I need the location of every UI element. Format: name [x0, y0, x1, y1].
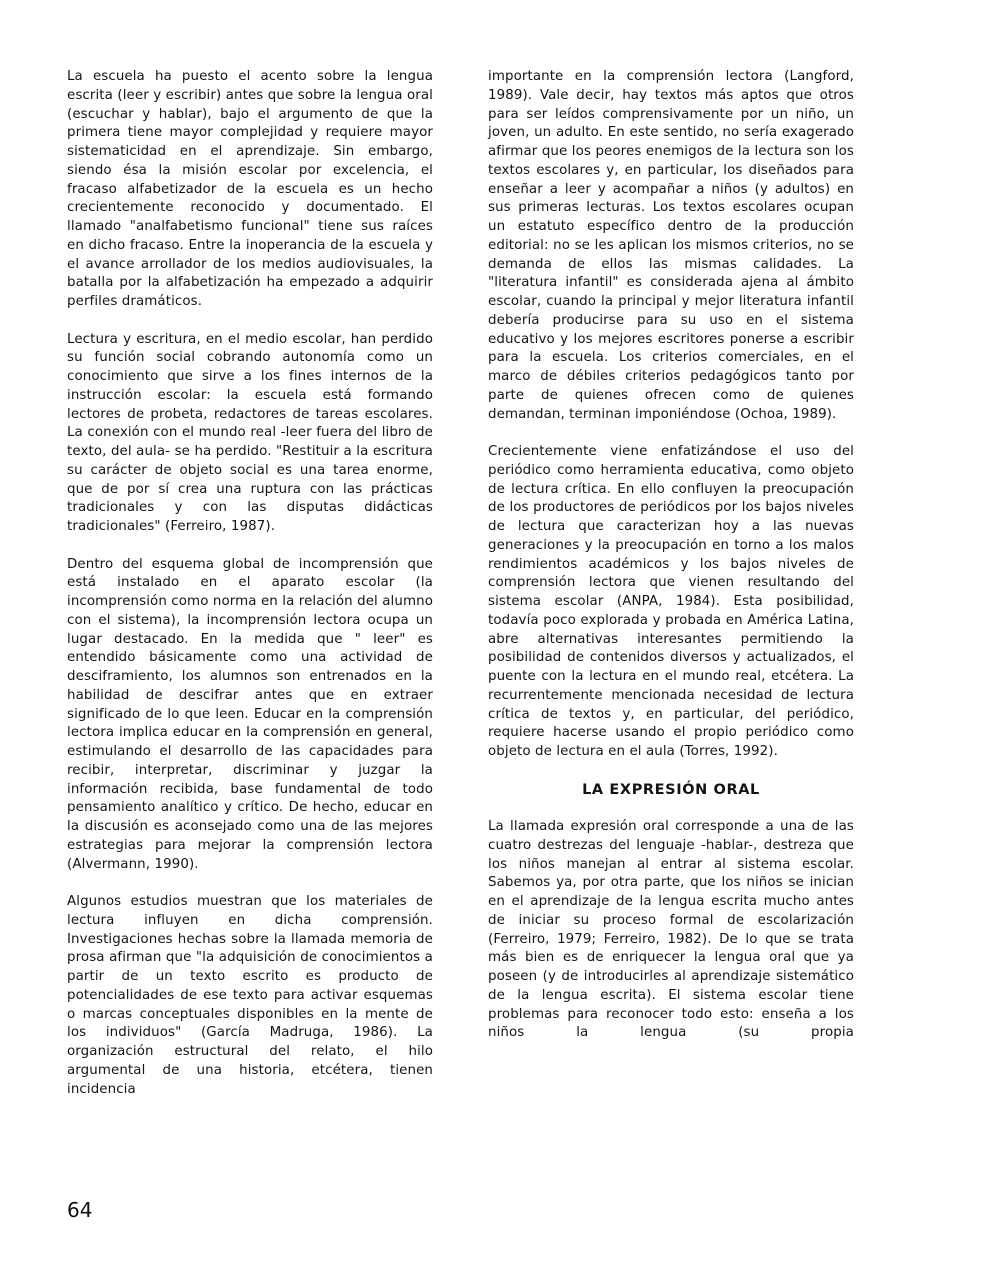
section-heading: LA EXPRESIÓN ORAL — [582, 781, 760, 798]
paragraph: importante en la comprensión lectora (Langford, 1989). Vale decir, hay textos más aptos que otros para ser leídos comprensivamente por un niño, un joven, un adulto. En este sentido, no sería exagerado afirmar que los peores enemigos de la lectura son los textos escolares y, en particular, los diseñados para enseñar a leer y acompañar a niños (y adultos) en sus primeras lecturas. Los textos escolares ocupan un estatuto específico dentro de la producción editorial: no se les aplican los mismos criterios, no se demanda de ellos las mismas calidades. La "literatura infantil" es considerada ajena al ámbito escolar, cuando la principal y mejor literatura infantil debería producirse para su uso en el sistema educativo y los mejores escritores ponerse a escribir para la escuela. Los criterios comerciales, en el marco de débiles criterios pedagógicos tanto por parte de quienes ofrecen como de quienes demandan, terminan imponiéndose (Ochoa, 1989). — [488, 69, 854, 422]
page-number: 64 — [67, 1198, 93, 1222]
paragraph: La escuela ha puesto el acento sobre la lengua escrita (leer y escribir) antes que sobre la lengua oral (escuchar y hablar), bajo el argumento de que la primera tiene mayor complejidad y requiere mayor sistematicidad en el aprendizaje. Sin embargo, siendo ésa la misión escolar por excelencia, el fracaso alfabetizador de la escuela es un hecho crecientemente reconocido y documentado. El llamado "analfabetismo funcional" tiene sus raíces en dicho fracaso. Entre la inoperancia de la escuela y el avance arrollador de los medios audiovisuales, la batalla por la alfabetización ha empezado a adquirir perfiles dramáticos. — [67, 69, 433, 309]
right-column — [488, 68, 854, 1062]
paragraph: Crecientemente viene enfatizándose el uso del periódico como herramienta educativa, como objeto de lectura crítica. En ello confluyen la preocupación de los productores de periódicos por los bajos niveles de lectura que caracterizan hoy a las nuevas generaciones y la preocupación en torno a los malos rendimientos académicos y los bajos niveles de comprensión lectora que vienen resultando del sistema escolar (ANPA, 1984). Esta posibilidad, todavía poco explorada y probada en América Latina, abre alternativas interesantes permitiendo la posibilidad de contenidos diversos y actualizados, el puente con la lectura en el mundo real, etcétera. La recurrentemente mencionada necesidad de lectura crítica de textos y, en particular, del periódico, requiere hacerse usando el propio periódico como objeto de lectura en el aula (Torres, 1992). — [488, 444, 854, 759]
paragraph: La llamada expresión oral corresponde a una de las cuatro destrezas del lenguaje -hablar-, destreza que los niños manejan al entrar al sistema escolar. Sabemos ya, por otra parte, que los niños se inician en el aprendizaje de la lengua escrita mucho antes de iniciar su proceso formal de escolarización (Ferreiro, 1979; Ferreiro, 1982). De lo que se trata más bien es de enriquecer la lengua oral que ya poseen (y de introducirles al aprendizaje sistemático de la lengua escrita). El sistema escolar tiene problemas para reconocer todo esto: enseña a los niños la lengua (su propia — [488, 819, 854, 1041]
paragraph: Dentro del esquema global de incomprensión que está instalado en el aparato escolar (la incomprensión como norma en la relación del alumno con el sistema), la incomprensión lectora ocupa un lugar destacado. En la medida que " leer" es entendido básicamente como una actividad de desciframiento, los alumnos son entrenados en la habilidad de descifrar antes que en extraer significado de lo que leen. Educar en la comprensión lectora implica educar en la comprensión en general, estimulando el desarrollo de las capacidades para recibir, interpretar, discriminar y juzgar la información recibida, base fundamental de todo pensamiento analítico y crítico. De hecho, educar en la discusión es aconsejado como una de las mejores estrategias para mejorar la comprensión lectora (Alvermann, 1990). — [67, 556, 433, 872]
paragraph: Algunos estudios muestran que los materiales de lectura influyen en dicha comprensión. Investigaciones hechas sobre la llamada memoria de prosa afirman que "la adquisición de conocimientos a partir de un texto escrito es producto de potencialidades de ese texto para activar esquemas o marcas conceptuales disponibles en la mente de los individuos" (García Madruga, 1986). La organización estructural del relato, el hilo argumental de una historia, etcétera, tienen incidencia — [67, 894, 433, 1097]
paragraph: Lectura y escritura, en el medio escolar, han perdido su función social cobrando autonomía como un conocimiento que sirve a los fines internos de la instrucción escolar: la escuela está formando lectores de probeta, redactores de tareas escolares. La conexión con el mundo real -leer fuera del libro de texto, del aula- se ha perdido. "Restituir a la escritura su carácter de objeto social es una tarea enorme, que de por sí crea una ruptura con las prácticas tradicionales y con las disputas didácticas tradicionales" (Ferreiro, 1987). — [67, 331, 433, 534]
left-column — [67, 68, 433, 1118]
